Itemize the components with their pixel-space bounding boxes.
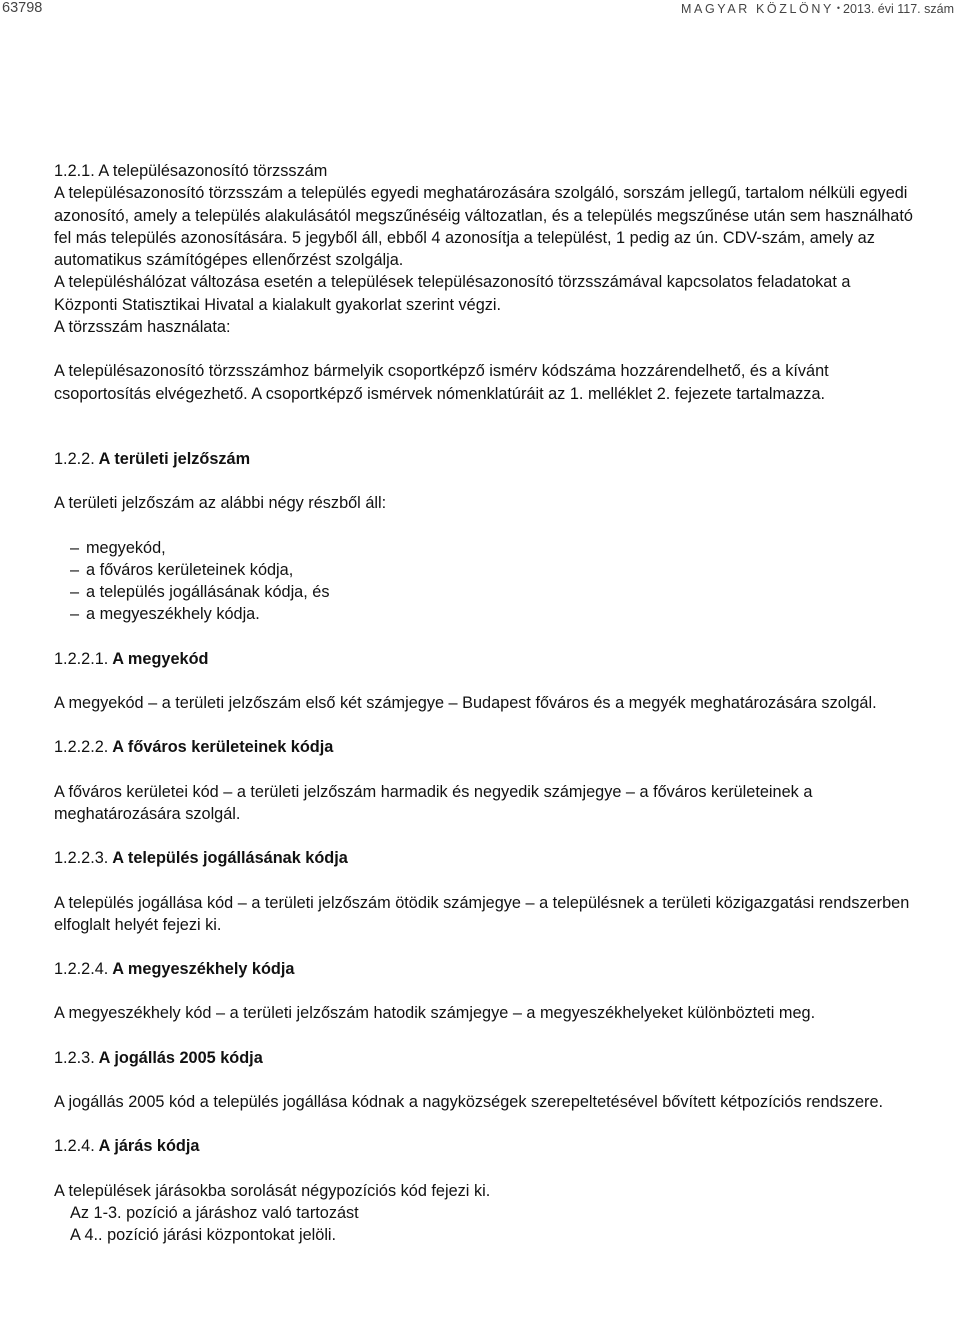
- section-1-2-2-3-heading: [54, 847, 914, 869]
- section-1-2-1-subtitle: A törzsszám használata:: [54, 318, 231, 337]
- list-item: – a megyeszékhely kódja.: [70, 603, 914, 625]
- section-1-2-2-4-text: A megyeszékhely kód – a területi jelzőszám hatodik számjegye – a megyeszékhelyeket különbözteti meg.: [54, 1004, 816, 1023]
- heading-text: A megyekód: [108, 649, 209, 668]
- heading-text: A járás kódja: [94, 1137, 200, 1156]
- section-1-2-4-text: A települések járásokba sorolását négypozíciós kód fejezi ki.: [54, 1181, 491, 1200]
- paragraph-text: 5 jegyből áll, ebből 4 azonosítja a települést, 1 pedig az ún. CDV-szám, amely az automatikus számítógépes ellenőrzést szolgálja.: [54, 228, 875, 270]
- section-1-2-4-line: A 4.. pozíció járási központokat jelöli.: [70, 1226, 337, 1245]
- section-1-2-3-heading: [54, 1047, 914, 1069]
- section-1-2-1-heading: 1.2.1. A településazonosító törzsszám: [54, 162, 328, 180]
- list-item: – a főváros kerületeinek kódja,: [70, 559, 914, 581]
- running-header: [681, 2, 954, 16]
- section-1-2-2-heading: [54, 448, 914, 470]
- section-1-2-1-paragraph: A településhálózat változása esetén a települések településazonosító törzsszámával kapcsolatos feladatokat a Központi Statisztikai Hivatal a kialakult gyakorlat szerint végzi.: [54, 273, 851, 314]
- section-1-2-1-paragraph: [54, 182, 914, 271]
- page-number: 63798: [2, 0, 43, 16]
- section-1-2-2-2-text: A főváros kerületei kód – a területi jelzőszám harmadik és negyedik számjegye – a főváros kerületeinek a meghatározására szolgál.: [54, 782, 813, 823]
- heading-number: 1.2.2.4.: [54, 960, 109, 979]
- section-1-2-4-line: Az 1-3. pozíció a járáshoz való tartozást: [70, 1203, 359, 1222]
- page-header: [0, 0, 960, 24]
- bullet-separator: •: [836, 3, 841, 13]
- section-1-2-2-intro: A területi jelzőszám az alábbi négy részből áll:: [54, 494, 387, 513]
- heading-text: A megyeszékhely kódja: [108, 960, 295, 979]
- heading-number: 1.2.2.: [54, 449, 95, 468]
- journal-title: MAGYAR KÖZLÖNY: [681, 2, 834, 16]
- list-item: – a település jogállásának kódja, és: [70, 581, 914, 603]
- heading-text: A település jogállásának kódja: [108, 849, 348, 868]
- heading-number: 1.2.2.1.: [54, 649, 109, 668]
- list-item: – megyekód,: [70, 537, 914, 559]
- heading-number: 1.2.2.3.: [54, 849, 109, 868]
- section-1-2-2-2-heading: [54, 736, 914, 758]
- heading-text: A területi jelzőszám: [94, 449, 251, 468]
- section-1-2-2-4-heading: [54, 958, 914, 980]
- issue-label: 2013. évi 117. szám: [843, 2, 954, 16]
- heading-number: 1.2.4.: [54, 1137, 95, 1156]
- heading-number: 1.2.3.: [54, 1048, 95, 1067]
- heading-text: A jogállás 2005 kódja: [94, 1048, 263, 1067]
- section-1-2-4-heading: [54, 1135, 914, 1157]
- paragraph-text: A településazonosító törzsszám a település egyedi meghatározására szolgáló, sorszám jellegű, tartalom nélküli egyedi azonosító, amely a település alakulásától megszűnéséig változatlan, és a település megszűnése után sem használható fel más település azonosítására.: [54, 184, 913, 247]
- section-1-2-2-1-text: A megyekód – a területi jelzőszám első két számjegye – Budapest főváros és a megyék meghatározására szolgál.: [54, 694, 877, 713]
- document-body: [54, 160, 914, 1247]
- section-1-2-2-3-text: A település jogállása kód – a területi jelzőszám ötödik számjegye – a településnek a területi közigazgatási rendszerben elfoglalt helyét fejezi ki.: [54, 893, 910, 934]
- heading-text: A főváros kerületeinek kódja: [108, 738, 334, 757]
- heading-number: 1.2.2.2.: [54, 738, 109, 757]
- section-1-2-3-text: A jogállás 2005 kód a település jogállása kódnak a nagyközségek szerepeltetésével bővített kétpozíciós rendszere.: [54, 1093, 884, 1112]
- section-1-2-1-paragraph: A településazonosító törzsszámhoz bármelyik csoportképző ismérv kódszáma hozzárendelhető, és a kívánt csoportosítás elvégezhető. A csoportképző ismérvek nómenklatúráit az 1. melléklet 2. fejezete tartalmazza.: [54, 362, 829, 403]
- component-list: [54, 537, 914, 626]
- section-1-2-2-1-heading: [54, 648, 914, 670]
